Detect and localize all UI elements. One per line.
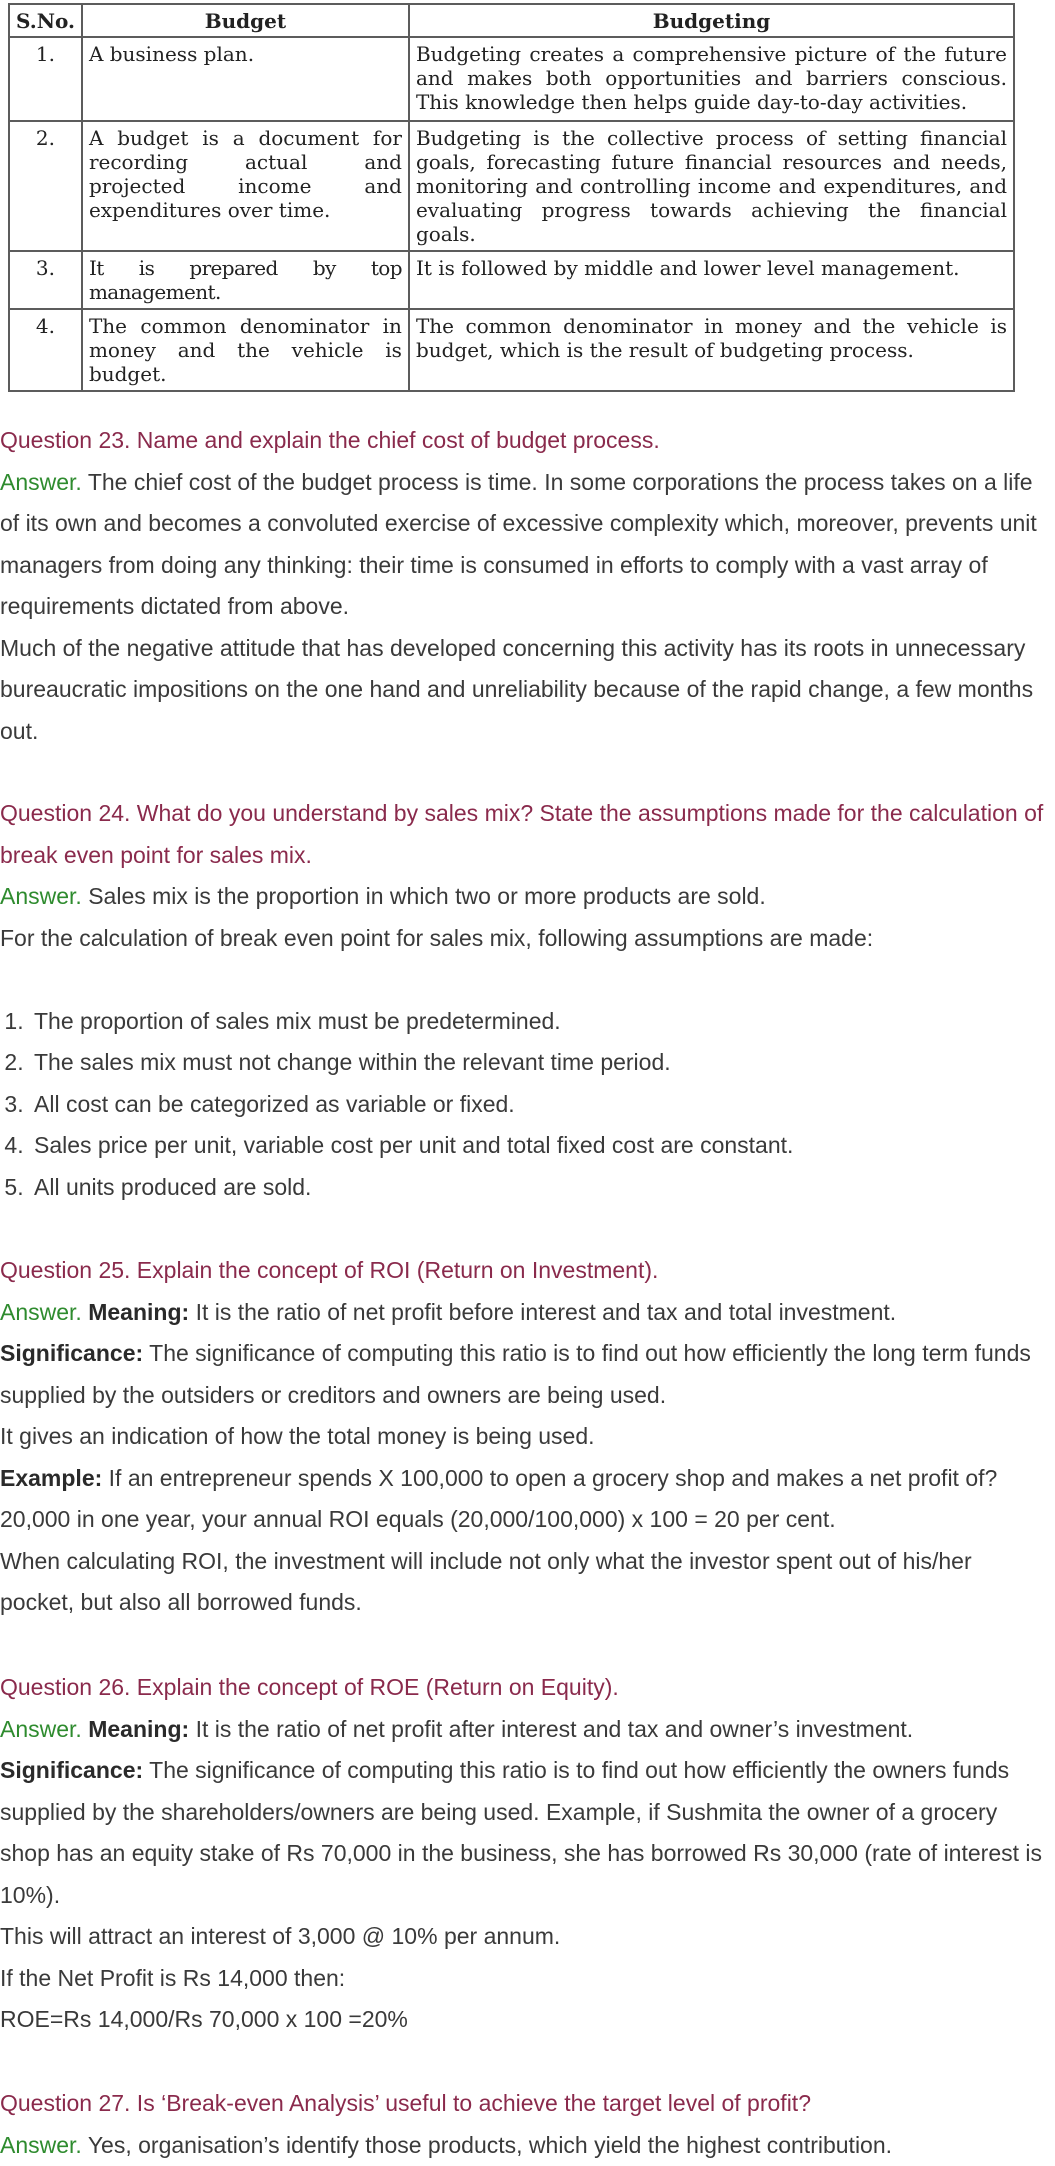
answer-24-text: Sales mix is the proportion in which two or more products are sold. bbox=[88, 883, 766, 909]
budget-vs-budgeting-table bbox=[8, 3, 1015, 392]
cell-sno: 3. bbox=[9, 251, 82, 309]
answer-27-p1 bbox=[0, 2125, 1050, 2166]
answer-23-text: The chief cost of the budget process is time. In some corporations the process takes on a life of its own and becomes a convoluted exercise of excessive complexity which, moreover, prevents unit managers from doing any thinking: their time is consumed in efforts to comply with a vast array of requirements dictated from above. bbox=[0, 469, 1037, 620]
answer-label: Answer. bbox=[0, 883, 82, 909]
cell-budget: A business plan. bbox=[82, 37, 409, 121]
table-row bbox=[9, 121, 1014, 251]
table-row bbox=[9, 37, 1014, 121]
question-23-block bbox=[0, 420, 1050, 752]
answer-26-p5: ROE=Rs 14,000/Rs 70,000 x 100 =20% bbox=[0, 1999, 1050, 2041]
question-25-block bbox=[0, 1250, 1050, 1624]
answer-25-p5: When calculating ROI, the investment will include not only what the investor spent out of his/her pocket, but also all borrowed funds. bbox=[0, 1541, 1050, 1624]
answer-25-example bbox=[0, 1458, 1050, 1541]
meaning-text: It is the ratio of net profit after interest and tax and owner’s investment. bbox=[196, 1716, 914, 1742]
question-24-block bbox=[0, 793, 1050, 1208]
question-24-title: Question 24. What do you understand by sales mix? State the assumptions made for the calculation of break even point for sales mix. bbox=[0, 793, 1050, 876]
list-item: 3. All cost can be categorized as variable or fixed. bbox=[30, 1084, 1050, 1126]
cell-budgeting: The common denominator in money and the vehicle is budget, which is the result of budgeting process. bbox=[409, 309, 1014, 391]
table-header-row bbox=[9, 4, 1014, 37]
question-25-title: Question 25. Explain the concept of ROI (Return on Investment). bbox=[0, 1250, 1050, 1292]
question-23-title: Question 23. Name and explain the chief cost of budget process. bbox=[0, 420, 1050, 462]
example-text: If an entrepreneur spends X 100,000 to open a grocery shop and makes a net profit of? 20,000 in one year, your annual ROI equals (20,000/100,000) x 100 = 20 per cent. bbox=[0, 1465, 997, 1533]
significance-label: Significance: bbox=[0, 1757, 143, 1783]
answer-26-p4: If the Net Profit is Rs 14,000 then: bbox=[0, 1958, 1050, 2000]
question-26-title: Question 26. Explain the concept of ROE (Return on Equity). bbox=[0, 1667, 1050, 1709]
answer-23-p1 bbox=[0, 462, 1050, 628]
spacer bbox=[0, 959, 1050, 1001]
table-row bbox=[9, 309, 1014, 391]
question-26-block bbox=[0, 1667, 1050, 2041]
example-label: Example: bbox=[0, 1465, 102, 1491]
list-item: 2. The sales mix must not change within the relevant time period. bbox=[30, 1042, 1050, 1084]
answer-25-meaning bbox=[0, 1292, 1050, 1334]
cell-budget: A budget is a document for recording actual and projected income and expenditures over time. bbox=[82, 121, 409, 251]
answer-26-p3: This will attract an interest of 3,000 @ 10% per annum. bbox=[0, 1916, 1050, 1958]
significance-label: Significance: bbox=[0, 1340, 143, 1366]
list-item: 5. All units produced are sold. bbox=[30, 1167, 1050, 1209]
answer-label: Answer. bbox=[0, 1716, 82, 1742]
meaning-text: It is the ratio of net profit before interest and tax and total investment. bbox=[196, 1299, 897, 1325]
answer-26-meaning bbox=[0, 1709, 1050, 1751]
answer-27-text: Yes, organisation’s identify those products, which yield the highest contribution. bbox=[88, 2132, 892, 2158]
cell-sno: 1. bbox=[9, 37, 82, 121]
header-budgeting: Budgeting bbox=[409, 4, 1014, 37]
significance-text: The significance of computing this ratio is to find out how efficiently the owners funds supplied by the shareholders/owners are being used. Example, if Sushmita the owner of a grocery shop has an equity stake of Rs 70,000 in the business, she has borrowed Rs 30,000 (rate of interest is 10%). bbox=[0, 1757, 1042, 1908]
assumptions-list bbox=[0, 1001, 1050, 1209]
answer-23-p2: Much of the negative attitude that has developed concerning this activity has its roots in unnecessary bureaucratic impositions on the one hand and unreliability because of the rapid change, a few months out. bbox=[0, 628, 1050, 753]
question-27-title: Question 27. Is ‘Break-even Analysis’ useful to achieve the target level of profit? bbox=[0, 2083, 1050, 2125]
answer-25-significance bbox=[0, 1333, 1050, 1416]
header-sno: S.No. bbox=[9, 4, 82, 37]
list-item: 4. Sales price per unit, variable cost per unit and total fixed cost are constant. bbox=[30, 1125, 1050, 1167]
answer-26-significance bbox=[0, 1750, 1050, 1916]
cell-sno: 2. bbox=[9, 121, 82, 251]
cell-budgeting: It is followed by middle and lower level management. bbox=[409, 251, 1014, 309]
meaning-label: Meaning: bbox=[88, 1299, 189, 1325]
list-item: 1. The proportion of sales mix must be predetermined. bbox=[30, 1001, 1050, 1043]
cell-budget: The common denominator in money and the vehicle is budget. bbox=[82, 309, 409, 391]
cell-sno: 4. bbox=[9, 309, 82, 391]
meaning-label: Meaning: bbox=[88, 1716, 189, 1742]
answer-label: Answer. bbox=[0, 1299, 82, 1325]
answer-24-p2: For the calculation of break even point for sales mix, following assumptions are made: bbox=[0, 918, 1050, 960]
answer-label: Answer. bbox=[0, 2132, 82, 2158]
table-row bbox=[9, 251, 1014, 309]
header-budget: Budget bbox=[82, 4, 409, 37]
significance-text: The significance of computing this ratio is to find out how efficiently the long term funds supplied by the outsiders or creditors and owners are being used. bbox=[0, 1340, 1031, 1408]
answer-24-p1 bbox=[0, 876, 1050, 918]
cell-budget: It is prepared by top management. bbox=[82, 251, 409, 309]
cell-budgeting: Budgeting creates a comprehensive picture of the future and makes both opportunities and barriers conscious. This knowledge then helps guide day-to-day activities. bbox=[409, 37, 1014, 121]
answer-label: Answer. bbox=[0, 469, 82, 495]
answer-25-p3: It gives an indication of how the total money is being used. bbox=[0, 1416, 1050, 1458]
question-27-block bbox=[0, 2083, 1050, 2166]
cell-budgeting: Budgeting is the collective process of setting financial goals, forecasting future financial resources and needs, monitoring and controlling income and expenditures, and evaluating progress towards achieving the financial goals. bbox=[409, 121, 1014, 251]
